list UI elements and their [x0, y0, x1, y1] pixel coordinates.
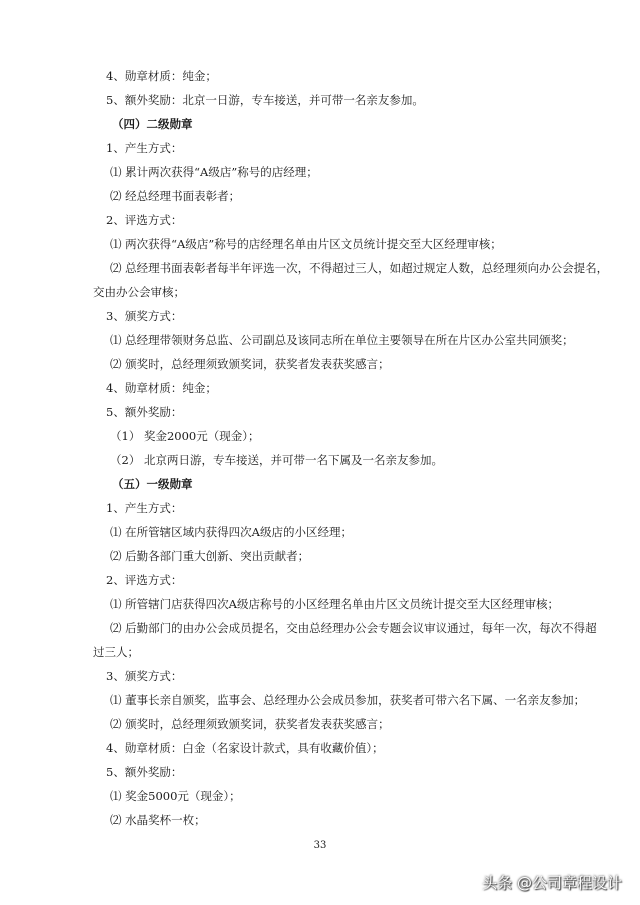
- section-heading: （四）二级勋章: [112, 117, 193, 131]
- text-line: 3、颁奖方式：: [106, 309, 183, 323]
- text-line: ⑴ 在所管辖区域内获得四次A级店的小区经理；: [110, 525, 352, 539]
- text-line: ⑵ 总经理书面表彰者每半年评选一次，不得超过三人，如超过规定人数，总经理须向办公会提名，: [110, 261, 609, 275]
- text-line: 1、产生方式：: [106, 141, 183, 155]
- text-line: ⑴ 所管辖门店获得四次A级店称号的小区经理名单由片区文员统计提交至大区经理审核；: [110, 597, 559, 611]
- text-line: ⑵ 经总经理书面表彰者；: [110, 189, 241, 203]
- text-line: 5、额外奖励：北京一日游，专车接送，并可带一名亲友参加。: [106, 93, 424, 107]
- text-line: 5、额外奖励：: [106, 405, 183, 419]
- text-line: ⑴ 总经理带领财务总监、公司副总及该同志所在单位主要领导在所在片区办公室共同颁奖；: [110, 333, 574, 347]
- text-line: ⑵ 颁奖时，总经理须致颁奖词，获奖者发表获奖感言；: [110, 357, 390, 371]
- text-line: 2、评选方式：: [106, 213, 183, 227]
- text-line: ⑵ 后勤各部门重大创新、突出贡献者；: [110, 549, 310, 563]
- text-line: 交由办公会审核；: [93, 285, 185, 299]
- text-line: ⑴ 董事长亲自颁奖，监事会、总经理办公会成员参加，获奖者可带六名下属、一名亲友参加；: [110, 693, 586, 707]
- text-line: 1、产生方式：: [106, 501, 183, 515]
- text-line: ⑵ 颁奖时，总经理须致颁奖词，获奖者发表获奖感言；: [110, 717, 390, 731]
- text-line: 5、额外奖励：: [106, 765, 183, 779]
- text-line: ⑵ 水晶奖杯一枚；: [110, 813, 206, 827]
- text-line: 过三人；: [93, 645, 139, 659]
- text-line: ⑵ 后勤部门的由办公会成员提名，交由总经理办公会专题会议审议通过，每年一次，每次不得超: [110, 621, 597, 635]
- text-line: 2、评选方式：: [106, 573, 183, 587]
- text-line: 3、颁奖方式：: [106, 669, 183, 683]
- page-number: 33: [313, 840, 327, 851]
- text-line: 4、勋章材质：白金（名家设计款式，具有收藏价值）；: [106, 741, 384, 755]
- section-heading: （五）一级勋章: [112, 477, 193, 491]
- text-line: （2） 北京两日游，专车接送，并可带一名下属及一名亲友参加。: [110, 453, 443, 467]
- text-line: ⑴ 奖金5000元（现金）；: [110, 789, 241, 803]
- text-line: ⑴ 累计两次获得“A级店”称号的店经理；: [110, 165, 318, 179]
- text-line: 4、勋章材质：纯金；: [106, 69, 217, 83]
- text-line: ⑴ 两次获得“A级店”称号的店经理名单由片区文员统计提交至大区经理审核；: [110, 237, 502, 251]
- text-line: （1） 奖金2000元（现金）；: [110, 429, 260, 443]
- text-line: 4、勋章材质：纯金；: [106, 381, 217, 395]
- watermark: 头条 @公司章程设计: [482, 874, 622, 892]
